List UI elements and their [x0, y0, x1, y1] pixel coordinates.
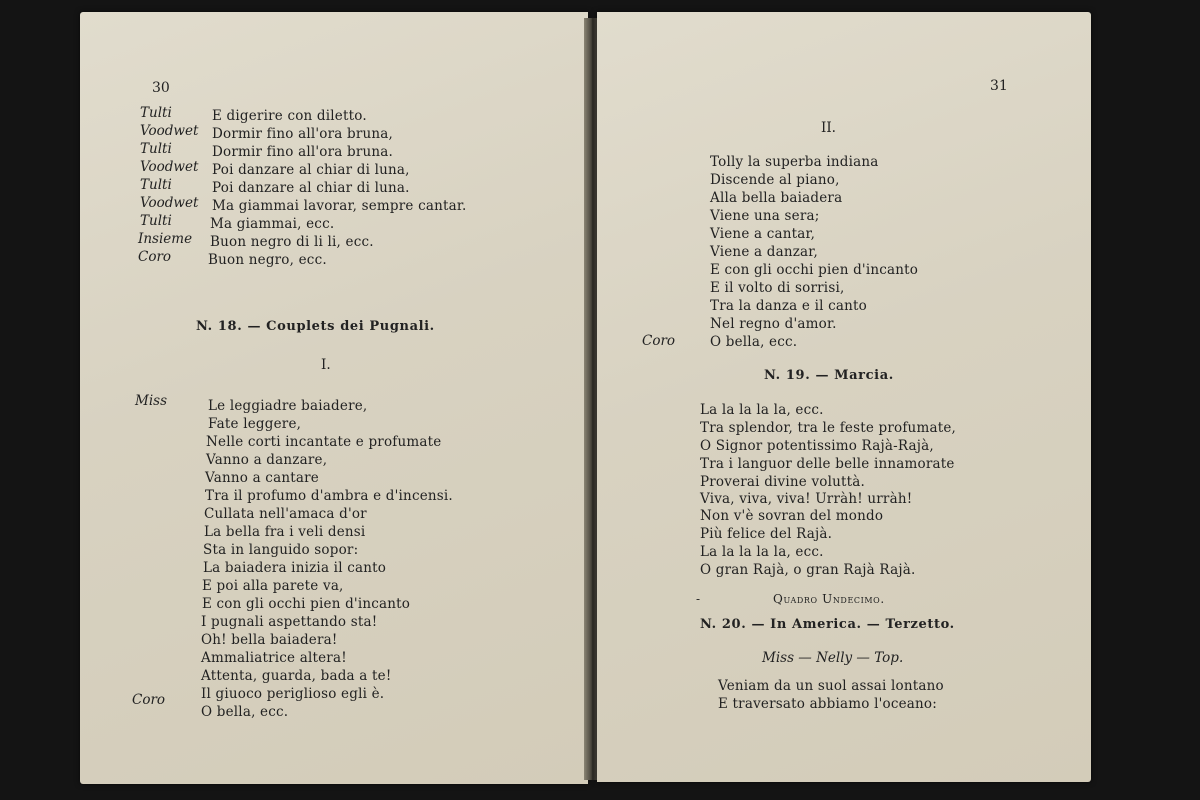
- verse-line: Tra splendor, tra le feste profumate,: [700, 420, 956, 436]
- section-heading: N. 19. — Marcia.: [764, 368, 894, 383]
- speaker-label: Voodwet: [140, 123, 199, 139]
- verse-line: Attenta, guarda, bada a te!: [201, 668, 392, 684]
- verse-line: Ma giammai, ecc.: [210, 216, 335, 232]
- verse-line: Fate leggere,: [208, 416, 302, 432]
- speaker-label: Insieme: [138, 231, 193, 247]
- stray-dash: -: [696, 592, 701, 606]
- verse-line: Buon negro, ecc.: [208, 252, 327, 268]
- speaker-label: Coro: [138, 249, 172, 265]
- verse-line: Viene una sera;: [710, 208, 820, 224]
- verse-line: La la la la la, ecc.: [700, 402, 824, 418]
- verse-line: Vanno a cantare: [205, 470, 319, 486]
- verse-line: Dormir fino all'ora bruna.: [212, 144, 394, 160]
- right-page: [597, 12, 1091, 782]
- verse-line: Nelle corti incantate e profumate: [206, 434, 442, 450]
- verse-line: Discende al piano,: [710, 172, 840, 188]
- speaker-label: Tulti: [140, 141, 172, 157]
- page-number: 30: [152, 80, 170, 96]
- verse-line: O Signor potentissimo Rajà-Rajà,: [700, 438, 934, 454]
- speaker-label: Tulti: [140, 105, 172, 121]
- verse-line: I pugnali aspettando sta!: [201, 614, 378, 630]
- verse-line: E digerire con diletto.: [212, 108, 367, 124]
- verse-line: O bella, ecc.: [201, 704, 289, 720]
- verse-line: Tra il profumo d'ambra e d'incensi.: [205, 488, 453, 504]
- verse-line: O gran Rajà, o gran Rajà Rajà.: [700, 562, 916, 578]
- verse-line: O bella, ecc.: [710, 334, 798, 350]
- verse-line: Buon negro di li li, ecc.: [210, 234, 374, 250]
- speaker-label: Tulti: [140, 177, 172, 193]
- verse-line: Non v'è sovran del mondo: [700, 508, 884, 524]
- characters-line: Miss — Nelly — Top.: [762, 650, 904, 666]
- section-heading: N. 20. — In America. — Terzetto.: [700, 617, 955, 632]
- verse-line: E poi alla parete va,: [202, 578, 344, 594]
- verse-line: Viva, viva, viva! Urràh! urràh!: [700, 491, 913, 507]
- page-number: 31: [990, 78, 1008, 94]
- speaker-label: Voodwet: [140, 195, 199, 211]
- section-number: I.: [321, 357, 331, 373]
- speaker-label: Voodwet: [140, 159, 199, 175]
- verse-line: E il volto di sorrisi,: [710, 280, 845, 296]
- section-heading: N. 18. — Couplets dei Pugnali.: [196, 319, 435, 334]
- verse-line: E traversato abbiamo l'oceano:: [718, 696, 938, 712]
- verse-line: Sta in languido sopor:: [203, 542, 359, 558]
- verse-line: Vanno a danzare,: [206, 452, 328, 468]
- speaker-label: Miss: [135, 393, 167, 409]
- verse-line: Oh! bella baiadera!: [201, 632, 338, 648]
- verse-line: Ma giammai lavorar, sempre cantar.: [212, 198, 467, 214]
- verse-line: Tra i languor delle belle innamorate: [700, 456, 955, 472]
- verse-line: Poi danzare al chiar di luna,: [212, 162, 410, 178]
- verse-line: Viene a danzar,: [710, 244, 818, 260]
- verse-line: Proverai divine voluttà.: [700, 474, 866, 490]
- verse-line: La la la la la, ecc.: [700, 544, 824, 560]
- verse-line: Cullata nell'amaca d'or: [204, 506, 367, 522]
- verse-line: Nel regno d'amor.: [710, 316, 837, 332]
- left-page: [80, 12, 588, 784]
- speaker-label: Tulti: [140, 213, 172, 229]
- verse-line: Il giuoco periglioso egli è.: [201, 686, 385, 702]
- speaker-label: Coro: [132, 692, 166, 708]
- verse-line: Ammaliatrice altera!: [201, 650, 347, 666]
- verse-line: La bella fra i veli densi: [204, 524, 366, 540]
- verse-line: Veniam da un suol assai lontano: [718, 678, 944, 694]
- verse-line: Viene a cantar,: [710, 226, 816, 242]
- speaker-label: Coro: [642, 333, 676, 349]
- verse-line: Tra la danza e il canto: [710, 298, 867, 314]
- section-number: II.: [821, 120, 836, 136]
- verse-line: Più felice del Rajà.: [700, 526, 833, 542]
- verse-line: Le leggiadre baiadere,: [208, 398, 368, 414]
- verse-line: E con gli occhi pien d'incanto: [710, 262, 919, 278]
- verse-line: Dormir fino all'ora bruna,: [212, 126, 394, 142]
- quadro-title: Quadro Undecimo.: [773, 592, 885, 606]
- verse-line: Poi danzare al chiar di luna.: [212, 180, 410, 196]
- verse-line: Alla bella baiadera: [710, 190, 843, 206]
- verse-line: La baiadera inizia il canto: [203, 560, 387, 576]
- verse-line: Tolly la superba indiana: [710, 154, 879, 170]
- verse-line: E con gli occhi pien d'incanto: [202, 596, 411, 612]
